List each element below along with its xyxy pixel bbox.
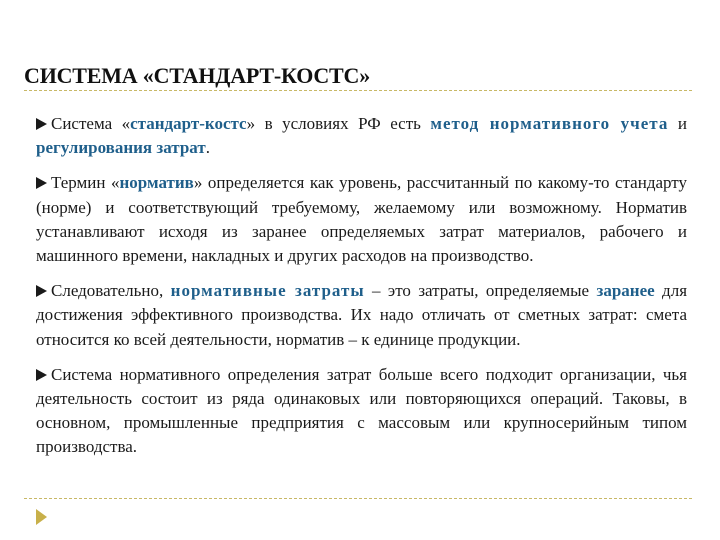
paragraph-norm-definition: [36, 171, 687, 268]
paragraph-system-applicability: [36, 363, 687, 460]
paragraph-text: Следовательно,: [51, 281, 171, 301]
paragraph-text: и: [668, 114, 687, 133]
paragraph-text: Система нормативного определения затрат больше всего подходит организации, чья деятельность состоит из ряда одинаковых или повторяющихся операций. Таковы, в основном, промышленные предприятия с массовым или крупносерийным типом производства.: [36, 364, 687, 457]
paragraph-normative-costs: [36, 279, 687, 352]
paragraph-text: для достижения эффективного производства. Их надо отличать от сметных затрат: смета относится ко всей деятельности, норматив – к единице продукции.: [36, 281, 688, 349]
paragraph-text: » в условиях РФ есть: [246, 114, 431, 133]
footer-divider: [24, 498, 692, 499]
paragraph-text: » определяется как уровень, рассчитанный по какому-то стандарту (норме) и соответствующий требуемому, желаемому или возможному. Норматив устанавливают исходя из заранее определяемых затрат материалов, рабочего и машинного времени, накладных и других расходов на производство.: [36, 173, 687, 266]
gold-triangle-marker-icon: [36, 509, 47, 525]
paragraph-standard-costs: [36, 112, 687, 160]
right-triangle-bullet-icon: [36, 369, 47, 381]
right-triangle-bullet-icon: [36, 285, 47, 297]
term-standard-costs: стандарт-костс: [130, 114, 247, 133]
slide-body: [36, 112, 687, 471]
right-triangle-bullet-icon: [36, 177, 47, 189]
title-divider: [24, 90, 692, 91]
paragraph-text: Система «: [51, 114, 131, 133]
right-triangle-bullet-icon: [36, 118, 47, 130]
paragraph-text: Термин «: [51, 173, 120, 193]
term-in-advance: заранее: [596, 281, 655, 301]
term-normative-costs: нормативные затраты: [170, 281, 365, 301]
paragraph-text: .: [205, 138, 210, 158]
term-cost-regulation: регулирования затрат: [36, 138, 206, 158]
paragraph-text: – это затраты, определяемые: [364, 281, 597, 301]
slide-title: СИСТЕМА «СТАНДАРТ-КОСТС»: [24, 63, 371, 88]
term-normative-accounting-method: метод нормативного учета: [430, 114, 669, 133]
term-norm: норматив: [119, 173, 194, 193]
